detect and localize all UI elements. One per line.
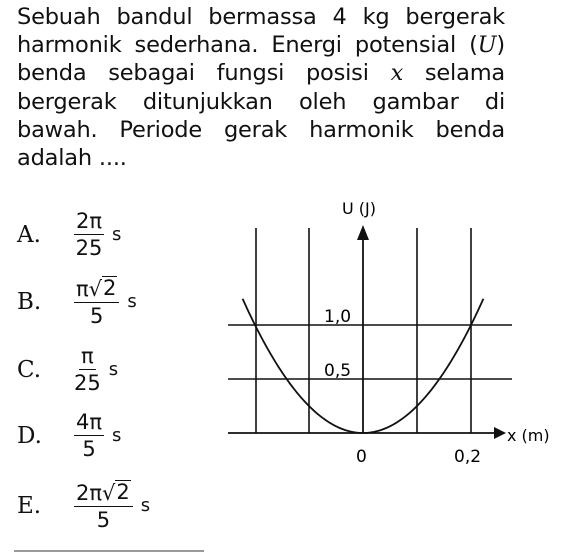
question-part-1: Sebuah bandul bermassa 4 kg bergerak harmonik sederhana. Energi potensial ( xyxy=(17,4,505,59)
numerator-pi: π xyxy=(76,277,89,302)
option-unit: s xyxy=(108,359,119,381)
fraction-denominator: 5 xyxy=(82,437,96,462)
sqrt-symbol: √ 2 xyxy=(102,480,130,506)
numerator-2pi: 2π xyxy=(76,481,103,506)
fraction-numerator: 2π xyxy=(74,210,104,235)
symbol-u: U xyxy=(477,32,497,59)
sqrt-radicand: 2 xyxy=(103,276,117,300)
option-letter: E. xyxy=(17,492,42,519)
option-letter: D. xyxy=(17,422,42,449)
sqrt-radicand: 2 xyxy=(116,480,130,504)
option-unit: s xyxy=(140,495,151,517)
option-letter: A. xyxy=(17,221,41,248)
graph-grid xyxy=(228,228,512,433)
x-axis-arrow xyxy=(494,427,506,439)
option-unit: s xyxy=(112,224,122,246)
option-letter: C. xyxy=(17,356,42,383)
option-unit: s xyxy=(112,425,122,447)
fraction-denominator: 5 xyxy=(96,508,111,533)
fraction-denominator: 25 xyxy=(75,236,103,261)
y-tick-label: 0,5 xyxy=(324,361,352,381)
y-tick-label: 1,0 xyxy=(324,307,352,327)
fraction-numerator: 4π xyxy=(74,411,104,436)
question-part-2: ) benda sebagai fungsi posisi xyxy=(17,32,505,87)
question-part-3: selama bergerak ditunjukkan oleh gambar di bawah. Periode gerak harmonik benda adalah .... xyxy=(17,60,506,172)
fraction-denominator: 25 xyxy=(74,371,101,396)
sqrt-symbol: √ 2 xyxy=(88,276,117,302)
x-tick-label: 0,2 xyxy=(454,447,482,467)
y-axis-arrow xyxy=(357,225,369,240)
option-letter: B. xyxy=(17,288,42,315)
x-tick-label: 0 xyxy=(356,447,367,467)
option-unit: s xyxy=(127,291,137,313)
symbol-x: x xyxy=(390,60,404,87)
fraction-numerator: π xyxy=(79,345,96,370)
y-axis-label: U (J) xyxy=(342,199,376,218)
fraction-denominator: 5 xyxy=(90,304,104,329)
x-axis-label: x (m) xyxy=(507,426,550,445)
